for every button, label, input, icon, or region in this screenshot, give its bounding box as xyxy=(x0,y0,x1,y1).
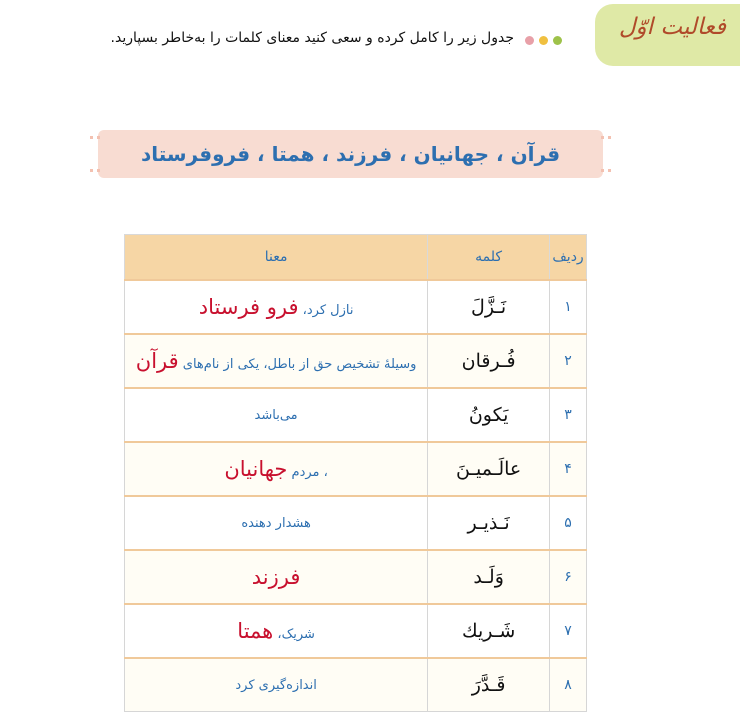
dot-icon xyxy=(525,36,534,45)
table-row xyxy=(125,442,587,496)
table-header-row xyxy=(125,235,587,281)
dot-icon xyxy=(539,36,548,45)
vocabulary-table xyxy=(124,234,587,712)
handwritten-answer: همتا xyxy=(237,619,274,643)
printed-meaning: وسیلهٔ تشخیص حق از باطل، یکی از نام‌های xyxy=(182,357,417,372)
activity-title: فعالیت اوّل xyxy=(618,14,726,40)
dot-icon xyxy=(553,36,562,45)
meaning-cell xyxy=(125,334,428,388)
printed-meaning: شریک، xyxy=(273,627,315,642)
table-row xyxy=(125,280,587,334)
printed-meaning: ، مردم xyxy=(291,465,328,480)
row-number: ۷ xyxy=(550,604,587,658)
printed-meaning: هشدار دهنده xyxy=(241,515,311,531)
table-row xyxy=(125,658,587,712)
printed-meaning: می‌باشد xyxy=(254,407,298,423)
word-bank-list: قرآن ، جهانیان ، فرزند ، همتا ، فروفرستاد xyxy=(140,142,561,166)
handwritten-answer: فرزند xyxy=(251,565,301,589)
row-number: ۴ xyxy=(550,442,587,496)
row-number: ۶ xyxy=(550,550,587,604)
arabic-word: نَـزَّلَ xyxy=(428,280,550,334)
table-row xyxy=(125,604,587,658)
table-row xyxy=(125,496,587,550)
printed-meaning: اندازه‌گیری کرد xyxy=(235,677,317,693)
row-number: ۵ xyxy=(550,496,587,550)
meaning-cell xyxy=(125,658,428,712)
header-word: کلمه xyxy=(428,235,550,281)
arabic-word: نَـذیـر xyxy=(428,496,550,550)
instruction-text: جدول زیر را کامل کرده و سعی کنید معنای کلمات را به‌خاطر بسپارید. xyxy=(110,30,514,46)
printed-meaning: نازل کرد، xyxy=(302,303,354,318)
row-number: ۸ xyxy=(550,658,587,712)
word-bank-banner xyxy=(98,130,603,178)
handwritten-answer: جهانیان xyxy=(224,457,288,481)
table-row xyxy=(125,550,587,604)
row-number: ۱ xyxy=(550,280,587,334)
activity-badge xyxy=(595,4,740,66)
table-row xyxy=(125,388,587,442)
handwritten-answer: قرآن xyxy=(135,349,179,373)
arabic-word: وَلَـد xyxy=(428,550,550,604)
meaning-cell xyxy=(125,604,428,658)
header-meaning: معنا xyxy=(125,235,428,281)
arabic-word: قَـدَّرَ xyxy=(428,658,550,712)
arabic-word: فُـرقان xyxy=(428,334,550,388)
row-number: ۲ xyxy=(550,334,587,388)
handwritten-answer: فرو فرستاد xyxy=(198,295,299,319)
meaning-cell xyxy=(125,442,428,496)
arabic-word: شَـریك xyxy=(428,604,550,658)
header-row-number: ردیف xyxy=(550,235,587,281)
table-row xyxy=(125,334,587,388)
arabic-word: عالَـمیـنَ xyxy=(428,442,550,496)
decorative-dots xyxy=(525,36,562,45)
meaning-cell xyxy=(125,280,428,334)
meaning-cell xyxy=(125,496,428,550)
arabic-word: یَکونُ xyxy=(428,388,550,442)
meaning-cell xyxy=(125,388,428,442)
meaning-cell xyxy=(125,550,428,604)
row-number: ۳ xyxy=(550,388,587,442)
